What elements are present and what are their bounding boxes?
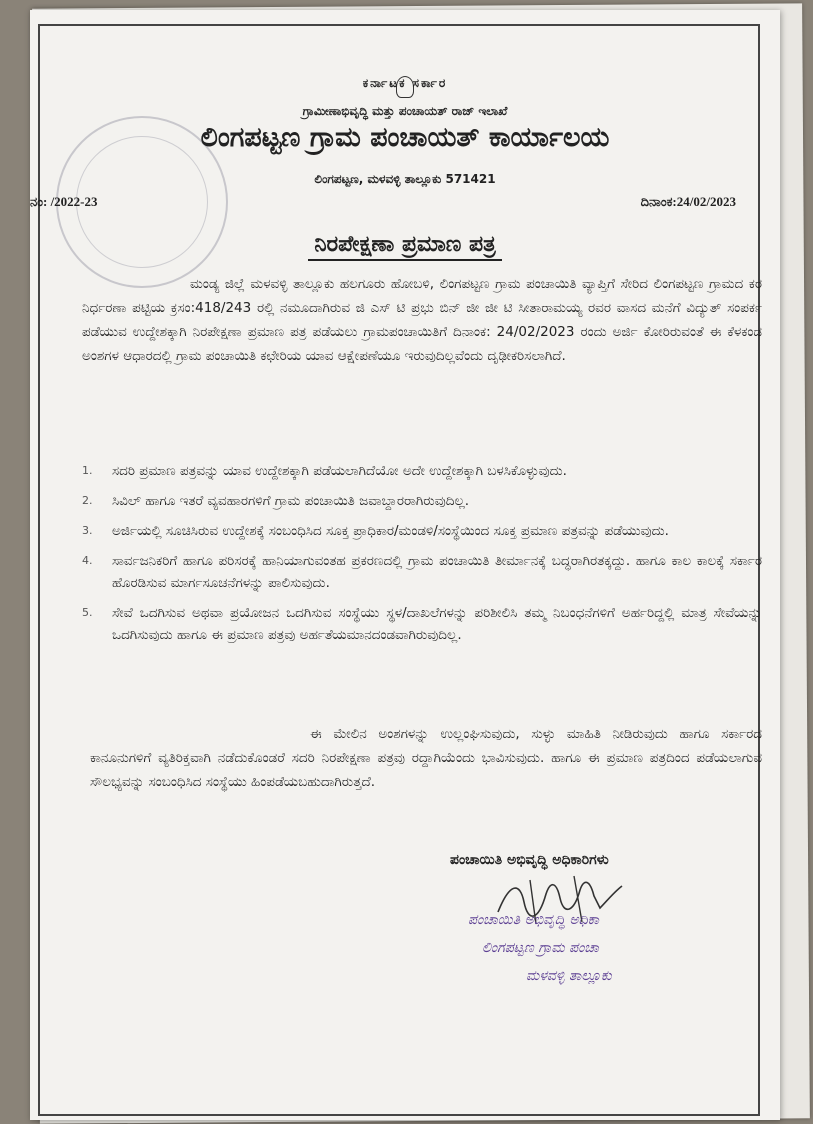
reference-number: ನಂ: /2022-23 bbox=[30, 194, 98, 209]
seal-line-taluk: ಮಳವಳ್ಳಿ ತಾಲ್ಲೂಕು bbox=[526, 968, 612, 984]
list-item-number: 2. bbox=[82, 494, 93, 507]
signatory-title: ಪಂಚಾಯಿತಿ ಅಭಿವೃದ್ಧಿ ಅಧಿಕಾರಿಗಳು bbox=[450, 852, 609, 868]
list-item-text: ಸಾರ್ವಜನಿಕರಿಗೆ ಹಾಗೂ ಪರಿಸರಕ್ಕೆ ಹಾನಿಯಾಗುವಂತಹ ಪ್ರಕರಣದಲ್ಲಿ ಗ್ರಾಮ ಪಂಚಾಯಿತಿ ತೀರ್ಮಾನಕ್ಕೆ ಬದ್ಧರಾಗಿರತಕ್ಕದ್ದು. ಹಾಗೂ ಕಾಲ ಕಾಲಕ್ಕೆ ಸರ್ಕಾರ ಹೊರಡಿಸುವ ಮಾರ್ಗಸೂಚನೆಗಳನ್ನು ಪಾಲಿಸುವುದು. bbox=[112, 553, 762, 591]
list-item-number: 5. bbox=[82, 606, 93, 619]
seal-line-designation: ಪಂಚಾಯಿತಿ ಅಭಿವೃದ್ಧಿ ಅಧಿಕಾ bbox=[468, 912, 599, 928]
list-item-number: 1. bbox=[82, 464, 93, 477]
list-item bbox=[82, 460, 762, 482]
list-item-text: ಅರ್ಜಿಯಲ್ಲಿ ಸೂಚಿಸಿರುವ ಉದ್ದೇಶಕ್ಕೆ ಸಂಬಂಧಿಸಿದ ಸೂಕ್ತ ಪ್ರಾಧಿಕಾರ/ಮಂಡಳಿ/ಸಂಸ್ಥೆಯಿಂದ ಸೂಕ್ತ ಪ್ರಮಾಣ ಪತ್ರವನ್ನು ಪಡೆಯುವುದು. bbox=[112, 523, 669, 539]
list-item-number: 3. bbox=[82, 524, 93, 537]
issue-date: ದಿನಾಂಕ:24/02/2023 bbox=[640, 194, 736, 209]
office-name: ಲಿಂಗಪಟ್ಟಣ ಗ್ರಾಮ ಪಂಚಾಯತ್ ಕಾರ್ಯಾಲಯ bbox=[200, 122, 610, 153]
list-item-text: ಸಿವಿಲ್ ಹಾಗೂ ಇತರೆ ವ್ಯವಹಾರಗಳಿಗೆ ಗ್ರಾಮ ಪಂಚಾಯಿತಿ ಜವಾಬ್ದಾರರಾಗಿರುವುದಿಲ್ಲ. bbox=[112, 493, 470, 509]
document-title-text: ನಿರಪೇಕ್ಷಣಾ ಪ್ರಮಾಣ ಪತ್ರ bbox=[308, 232, 501, 261]
list-item bbox=[82, 602, 762, 646]
department-name: ಗ್ರಾಮೀಣಾಭಿವೃದ್ಧಿ ಮತ್ತು ಪಂಚಾಯತ್ ರಾಜ್ ಇಲಾಖೆ bbox=[302, 104, 508, 118]
list-item bbox=[82, 520, 762, 542]
document-title bbox=[30, 232, 780, 257]
list-item-text: ಸದರಿ ಪ್ರಮಾಣ ಪತ್ರವನ್ನು ಯಾವ ಉದ್ದೇಶಕ್ಕಾಗಿ ಪಡೆಯಲಾಗಿದೆಯೋ ಅದೇ ಉದ್ದೇಶಕ್ಕಾಗಿ ಬಳಸಿಕೊಳ್ಳುವುದು. bbox=[112, 463, 567, 479]
document-page bbox=[30, 10, 780, 1120]
certificate-body: ಮಂಡ್ಯ ಜಿಲ್ಲೆ ಮಳವಳ್ಳಿ ತಾಲ್ಲೂಕು ಹಲಗೂರು ಹೋಬಳಿ, ಲಿಂಗಪಟ್ಟಣ ಗ್ರಾಮ ಪಂಚಾಯಿತಿ ವ್ಯಾಪ್ತಿಗೆ ಸೇರಿದ ಲಿಂಗಪಟ್ಟಣ ಗ್ರಾಮದ ಕರ ನಿರ್ಧರಣಾ ಪಟ್ಟಿಯ ಕ್ರಸಂ:418/243 ರಲ್ಲಿ ನಮೂದಾಗಿರುವ ಜಿ ಎಸ್ ಟಿ ಪ್ರಭು ಬಿನ್ ಜೀ ಜೀ ಟಿ ಸೀತಾರಾಮಯ್ಯ ರವರ ವಾಸದ ಮನೆಗೆ ವಿದ್ಯುತ್ ಸಂಪರ್ಕ ಪಡೆಯುವ ಉದ್ದೇಶಕ್ಕಾಗಿ ನಿರಪೇಕ್ಷಣಾ ಪ್ರಮಾಣ ಪತ್ರ ಪಡೆಯಲು ಗ್ರಾಮಪಂಚಾಯಿತಿಗೆ ದಿನಾಂಕ: 24/02/2023 ರಂದು ಅರ್ಜಿ ಕೋರಿರುವಂತೆ ಈ ಕೆಳಕಂಡ ಅಂಶಗಳ ಆಧಾರದಲ್ಲಿ ಗ್ರಾಮ ಪಂಚಾಯಿತಿ ಕಛೇರಿಯ ಯಾವ ಆಕ್ಷೇಪಣೆಯೂ ಇರುವುದಿಲ್ಲವೆಂದು ದೃಢೀಕರಿಸಲಾಗಿದೆ. bbox=[82, 276, 762, 364]
designation-seal bbox=[468, 906, 612, 990]
list-item-number: 4. bbox=[82, 554, 93, 567]
seal-line-office: ಲಿಂಗಪಟ್ಟಣ ಗ್ರಾಮ ಪಂಚಾ bbox=[482, 940, 599, 956]
list-item-text: ಸೇವೆ ಒದಗಿಸುವ ಅಥವಾ ಪ್ರಯೋಜನ ಒದಗಿಸುವ ಸಂಸ್ಥೆಯು ಸ್ಥಳ/ದಾಖಲೆಗಳನ್ನು ಪರಿಶೀಲಿಸಿ ತಮ್ಮ ನಿಬಂಧನೆಗಳಿಗೆ ಅರ್ಹರಿದ್ದಲ್ಲಿ ಮಾತ್ರ ಸೇವೆಯನ್ನು ಒದಗಿಸುವುದು ಹಾಗೂ ಈ ಪ್ರಮಾಣ ಪತ್ರವು ಅರ್ಹತೆಯಮಾನದಂಡವಾಗಿರುವುದಿಲ್ಲ. bbox=[112, 605, 762, 643]
list-item bbox=[82, 490, 762, 512]
conditions-list bbox=[82, 460, 762, 654]
office-address: ಲಿಂಗಪಟ್ಟಣ, ಮಳವಳ್ಳಿ ತಾಲ್ಲೂಕು 571421 bbox=[314, 172, 496, 186]
government-name: ಕರ್ನಾಟಕ ಸರ್ಕಾರ bbox=[362, 76, 448, 90]
list-item bbox=[82, 550, 762, 594]
closing-paragraph: ಈ ಮೇಲಿನ ಅಂಶಗಳನ್ನು ಉಲ್ಲಂಘಿಸುವುದು, ಸುಳ್ಳು ಮಾಹಿತಿ ನೀಡಿರುವುದು ಹಾಗೂ ಸರ್ಕಾರದ ಕಾನೂನುಗಳಿಗೆ ವ್ಯತಿರಿಕ್ತವಾಗಿ ನಡೆದುಕೊಂಡರೆ ಸದರಿ ನಿರಪೇಕ್ಷಣಾ ಪತ್ರವು ರದ್ದಾಗಿಯೆಂದು ಭಾವಿಸುವುದು. ಹಾಗೂ ಈ ಪ್ರಮಾಣ ಪತ್ರದಿಂದ ಪಡೆಯಲಾಗುವ ಸೌಲಭ್ಯವನ್ನು ಸಂಬಂಧಿಸಿದ ಸಂಸ್ಥೆಯು ಹಿಂಪಡೆಯಬಹುದಾಗಿರುತ್ತದೆ. bbox=[90, 726, 762, 790]
